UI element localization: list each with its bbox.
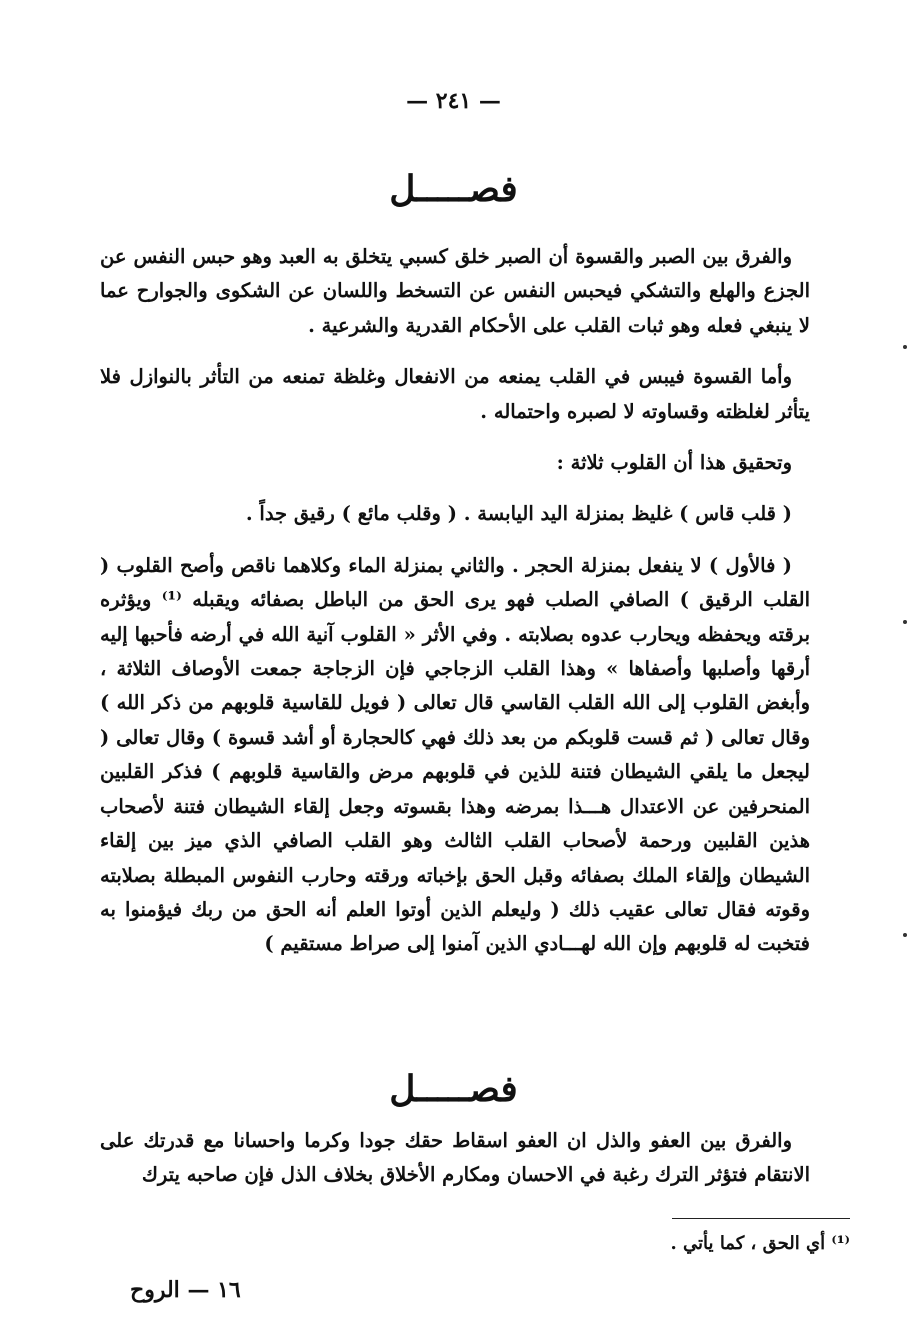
margin-dot: [903, 345, 907, 349]
footnote-divider: [672, 1218, 850, 1219]
paragraph: والفرق بين الصبر والقسوة أن الصبر خلق كسبي يتخلق به العبد وهو حبس النفس عن الجزع والهلع والتشكي فيحبس النفس عن التسخط واللسان عن الشكوى والجوارح عما لا ينبغي فعله وهو ثبات القلب على الأحكام القدرية والشرعية .: [100, 245, 810, 337]
signature-mark: ١٦ — الروح: [130, 1277, 241, 1303]
page-number: — ٢٤١ —: [406, 88, 501, 114]
paragraph: ( قلب قاس ) غليظ بمنزلة اليد اليابسة . ( وقلب مائع ) رقيق جداً .: [245, 502, 792, 526]
margin-dot: [903, 620, 907, 624]
section-body: [100, 1124, 810, 1193]
section-body: [100, 240, 810, 962]
footnote: ⁽¹⁾ أي الحق ، كما يأتي .: [670, 1233, 850, 1254]
margin-dot: [903, 933, 907, 937]
paragraph: والفرق بين العفو والذل ان العفو اسقاط حقك جودا وكرما واحسانا مع قدرتك على الانتقام فتؤثر الترك رغبة في الاحسان ومكارم الأخلاق بخلاف الذل فإن صاحبه يترك: [100, 1129, 810, 1187]
section-title: فصـــــل: [389, 1068, 518, 1110]
section-title: فصـــــل: [389, 168, 518, 210]
paragraph: وتحقيق هذا أن القلوب ثلاثة :: [556, 451, 792, 475]
paragraph: ( فالأول ) لا ينفعل بمنزلة الحجر . والثاني بمنزلة الماء وكلاهما ناقص وأصح القلوب ( القلب الرقيق ) الصافي الصلب فهو يرى الحق من الباطل بصفائه ويقبله ⁽¹⁾ ويؤثره برقته ويحفظه ويحارب عدوه بصلابته . وفي الأثر « القلوب آنية الله في أرضه فأحبها إليه أرقها وأصلبها وأصفاها » وهذا القلب الزجاجي فإن الزجاجة جمعت الأوصاف الثلاثة ، وأبغض القلوب إلى الله القلب القاسي قال تعالى ( فويل للقاسية قلوبهم من ذكر الله ) وقال تعالى ( ثم قست قلوبكم من بعد ذلك فهي كالحجارة أو أشد قسوة ) وقال تعالى ( ليجعل ما يلقي الشيطان فتنة للذين في قلوبهم مرض والقاسية قلوبهم ) فذكر القلبين المنحرفين عن الاعتدال هـــذا بمرضه وهذا بقسوته وجعل إلقاء الشيطان فتنة لأصحاب هذين القلبين ورحمة لأصحاب القلب الثالث وهو القلب الصافي الذي ميز بين إلقاء الشيطان وإلقاء الملك بصفائه وقبل الحق بإخباته ورقته وحارب النفوس المبطلة بصلابته وقوته فقال تعالى عقيب ذلك ( وليعلم الذين أوتوا العلم أنه الحق من ربك فيؤمنوا به فتخبت له قلوبهم وإن الله لهـــادي الذين آمنوا إلى صراط مستقيم ): [100, 553, 811, 956]
paragraph: وأما القسوة فيبس في القلب يمنعه من الانفعال وغلظة تمنعه من التأثر بالنوازل فلا يتأثر لغلظته وقساوته لا لصبره واحتماله .: [100, 365, 810, 423]
